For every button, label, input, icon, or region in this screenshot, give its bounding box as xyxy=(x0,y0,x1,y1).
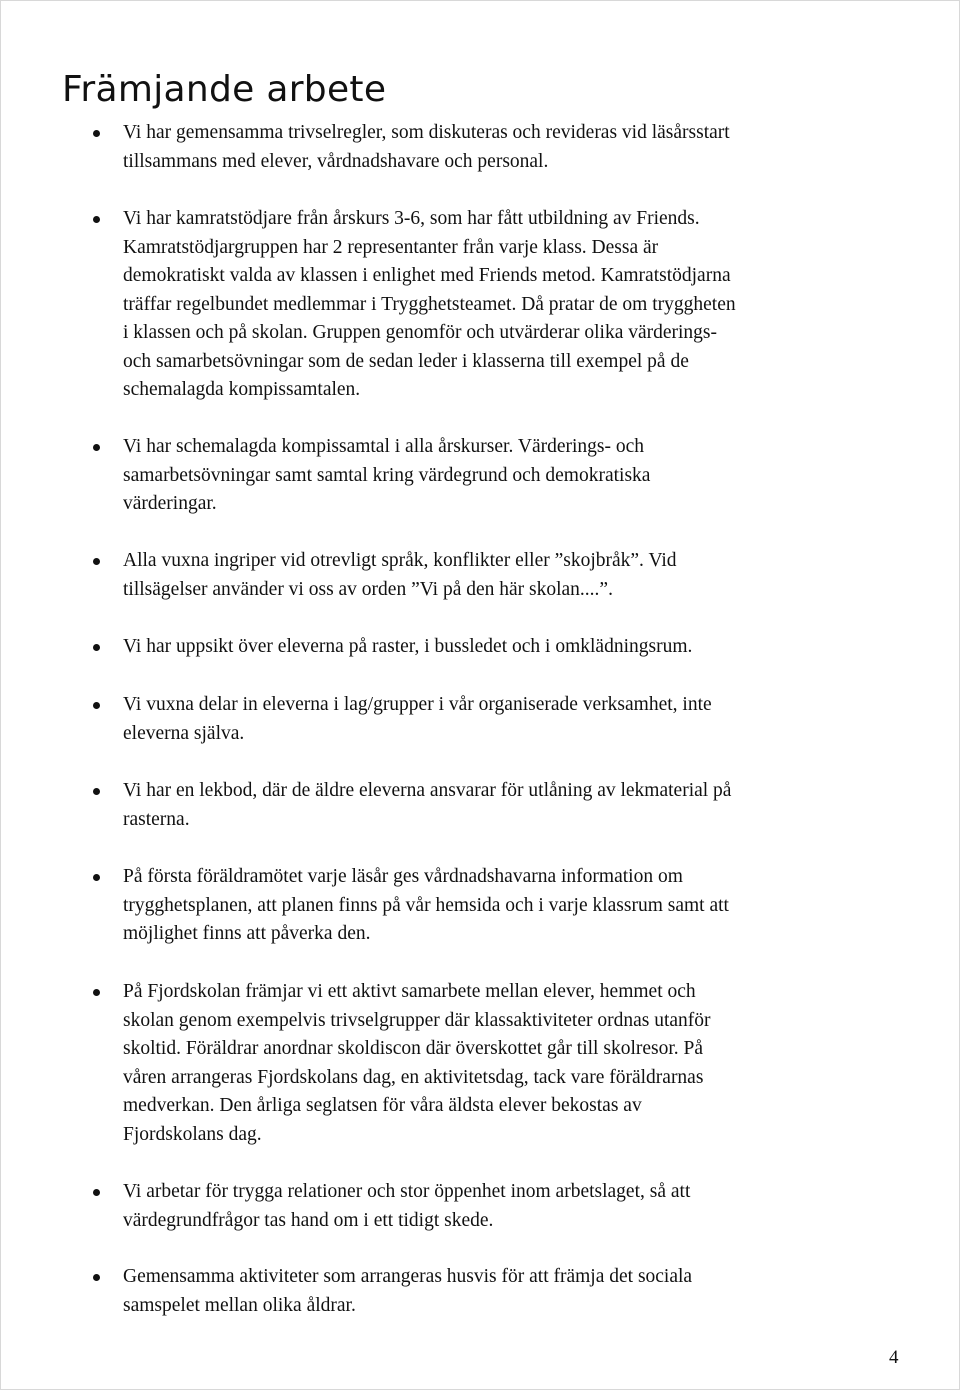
bullet-dot-icon xyxy=(93,558,100,565)
bullet-line: i klassen och på skolan. Gruppen genomför och utvärderar olika värderings- xyxy=(123,322,718,343)
bullet-line: Vi har en lekbod, där de äldre eleverna ansvarar för utlåning av lekmaterial på xyxy=(123,780,732,801)
bullet-line: och samarbetsövningar som de sedan leder i klasserna till exempel på de xyxy=(123,350,689,372)
bullet-dot-icon xyxy=(93,1189,100,1196)
bullet-line: Vi vuxna delar in eleverna i lag/grupper i vår organiserade verksamhet, inte xyxy=(123,694,712,715)
bullet-line: Alla vuxna ingriper vid otrevligt språk, konflikter eller ”skojbråk”. Vid xyxy=(123,550,677,571)
bullet-line: möjlighet finns att påverka den. xyxy=(123,923,371,944)
bullet-line: skoltid. Föräldrar anordnar skoldiscon där överskottet går till skolresor. På xyxy=(123,1038,704,1059)
bullet-item xyxy=(123,777,913,834)
bullet-line: värderingar. xyxy=(123,493,217,514)
bullet-dot-icon xyxy=(93,788,100,795)
bullet-line: samarbetsövningar samt samtal kring värdegrund och demokratiska xyxy=(123,464,651,486)
bullet-dot-icon xyxy=(93,702,100,709)
bullet-item xyxy=(123,205,913,405)
bullet-line: samspelet mellan olika åldrar. xyxy=(123,1294,356,1316)
bullet-line: Vi har schemalagda kompissamtal i alla årskurser. Värderings- och xyxy=(123,436,645,457)
bullet-item xyxy=(123,633,913,662)
bullet-line: Vi har uppsikt över eleverna på raster, i bussledet och i omklädningsrum. xyxy=(123,636,693,657)
bullet-line: tillsägelser använder vi oss av orden ”Vi på den här skolan....”. xyxy=(123,578,613,600)
bullet-item xyxy=(123,119,913,176)
bullet-line: medverkan. Den årliga seglatsen för våra äldsta elever bekostas av xyxy=(123,1095,642,1116)
bullet-dot-icon xyxy=(93,1274,100,1281)
bullet-dot-icon xyxy=(93,874,100,881)
bullet-line: schemalagda kompissamtalen. xyxy=(123,379,361,400)
bullet-line: Vi har gemensamma trivselregler, som diskuteras och revideras vid läsårsstart xyxy=(123,122,730,143)
bullet-dot-icon xyxy=(93,130,100,137)
bullet-line: eleverna själva. xyxy=(123,722,245,744)
bullet-line: tillsammans med elever, vårdnadshavare och personal. xyxy=(123,150,549,172)
bullet-item xyxy=(123,1178,913,1235)
bullet-item xyxy=(123,978,913,1149)
bullet-item xyxy=(123,1263,913,1320)
bullet-line: Vi arbetar för trygga relationer och stor öppenhet inom arbetslaget, så att xyxy=(123,1181,691,1202)
bullet-dot-icon xyxy=(93,644,100,651)
bullet-item xyxy=(123,691,913,748)
bullet-item xyxy=(123,547,913,604)
bullet-item xyxy=(123,863,913,949)
bullet-line: våren arrangeras Fjordskolans dag, en aktivitetsdag, tack vare föräldrarnas xyxy=(123,1066,704,1088)
bullet-line: träffar regelbundet medlemmar i Trygghetsteamet. Då pratar de om tryggheten xyxy=(123,293,736,315)
bullet-line: värdegrundfrågor tas hand om i ett tidigt skede. xyxy=(123,1209,494,1231)
bullet-item xyxy=(123,433,913,519)
page-title: Främjande arbete xyxy=(62,69,387,110)
bullet-line: demokratiskt valda av klassen i enlighet med Friends metod. Kamratstödjarna xyxy=(123,265,731,286)
bullet-line: Vi har kamratstödjare från årskurs 3-6, som har fått utbildning av Friends. xyxy=(123,208,700,229)
bullet-line: rasterna. xyxy=(123,808,190,830)
bullet-line: Kamratstödjargruppen har 2 representanter från varje klass. Dessa är xyxy=(123,236,659,258)
bullet-line: trygghetsplanen, att planen finns på vår hemsida och i varje klassrum samt att xyxy=(123,894,729,916)
bullet-line: skolan genom exempelvis trivselgrupper där klassaktiviteter ordnas utanför xyxy=(123,1009,711,1031)
bullet-line: På första föräldramötet varje läsår ges vårdnadshavarna information om xyxy=(123,866,683,887)
page-number: 4 xyxy=(889,1347,899,1368)
bullet-line: Fjordskolans dag. xyxy=(123,1123,262,1145)
bullet-line: På Fjordskolan främjar vi ett aktivt samarbete mellan elever, hemmet och xyxy=(123,981,696,1002)
bullet-line: Gemensamma aktiviteter som arrangeras husvis för att främja det sociala xyxy=(123,1266,693,1287)
bullet-dot-icon xyxy=(93,216,100,223)
bullet-dot-icon xyxy=(93,444,100,451)
bullet-dot-icon xyxy=(93,989,100,996)
